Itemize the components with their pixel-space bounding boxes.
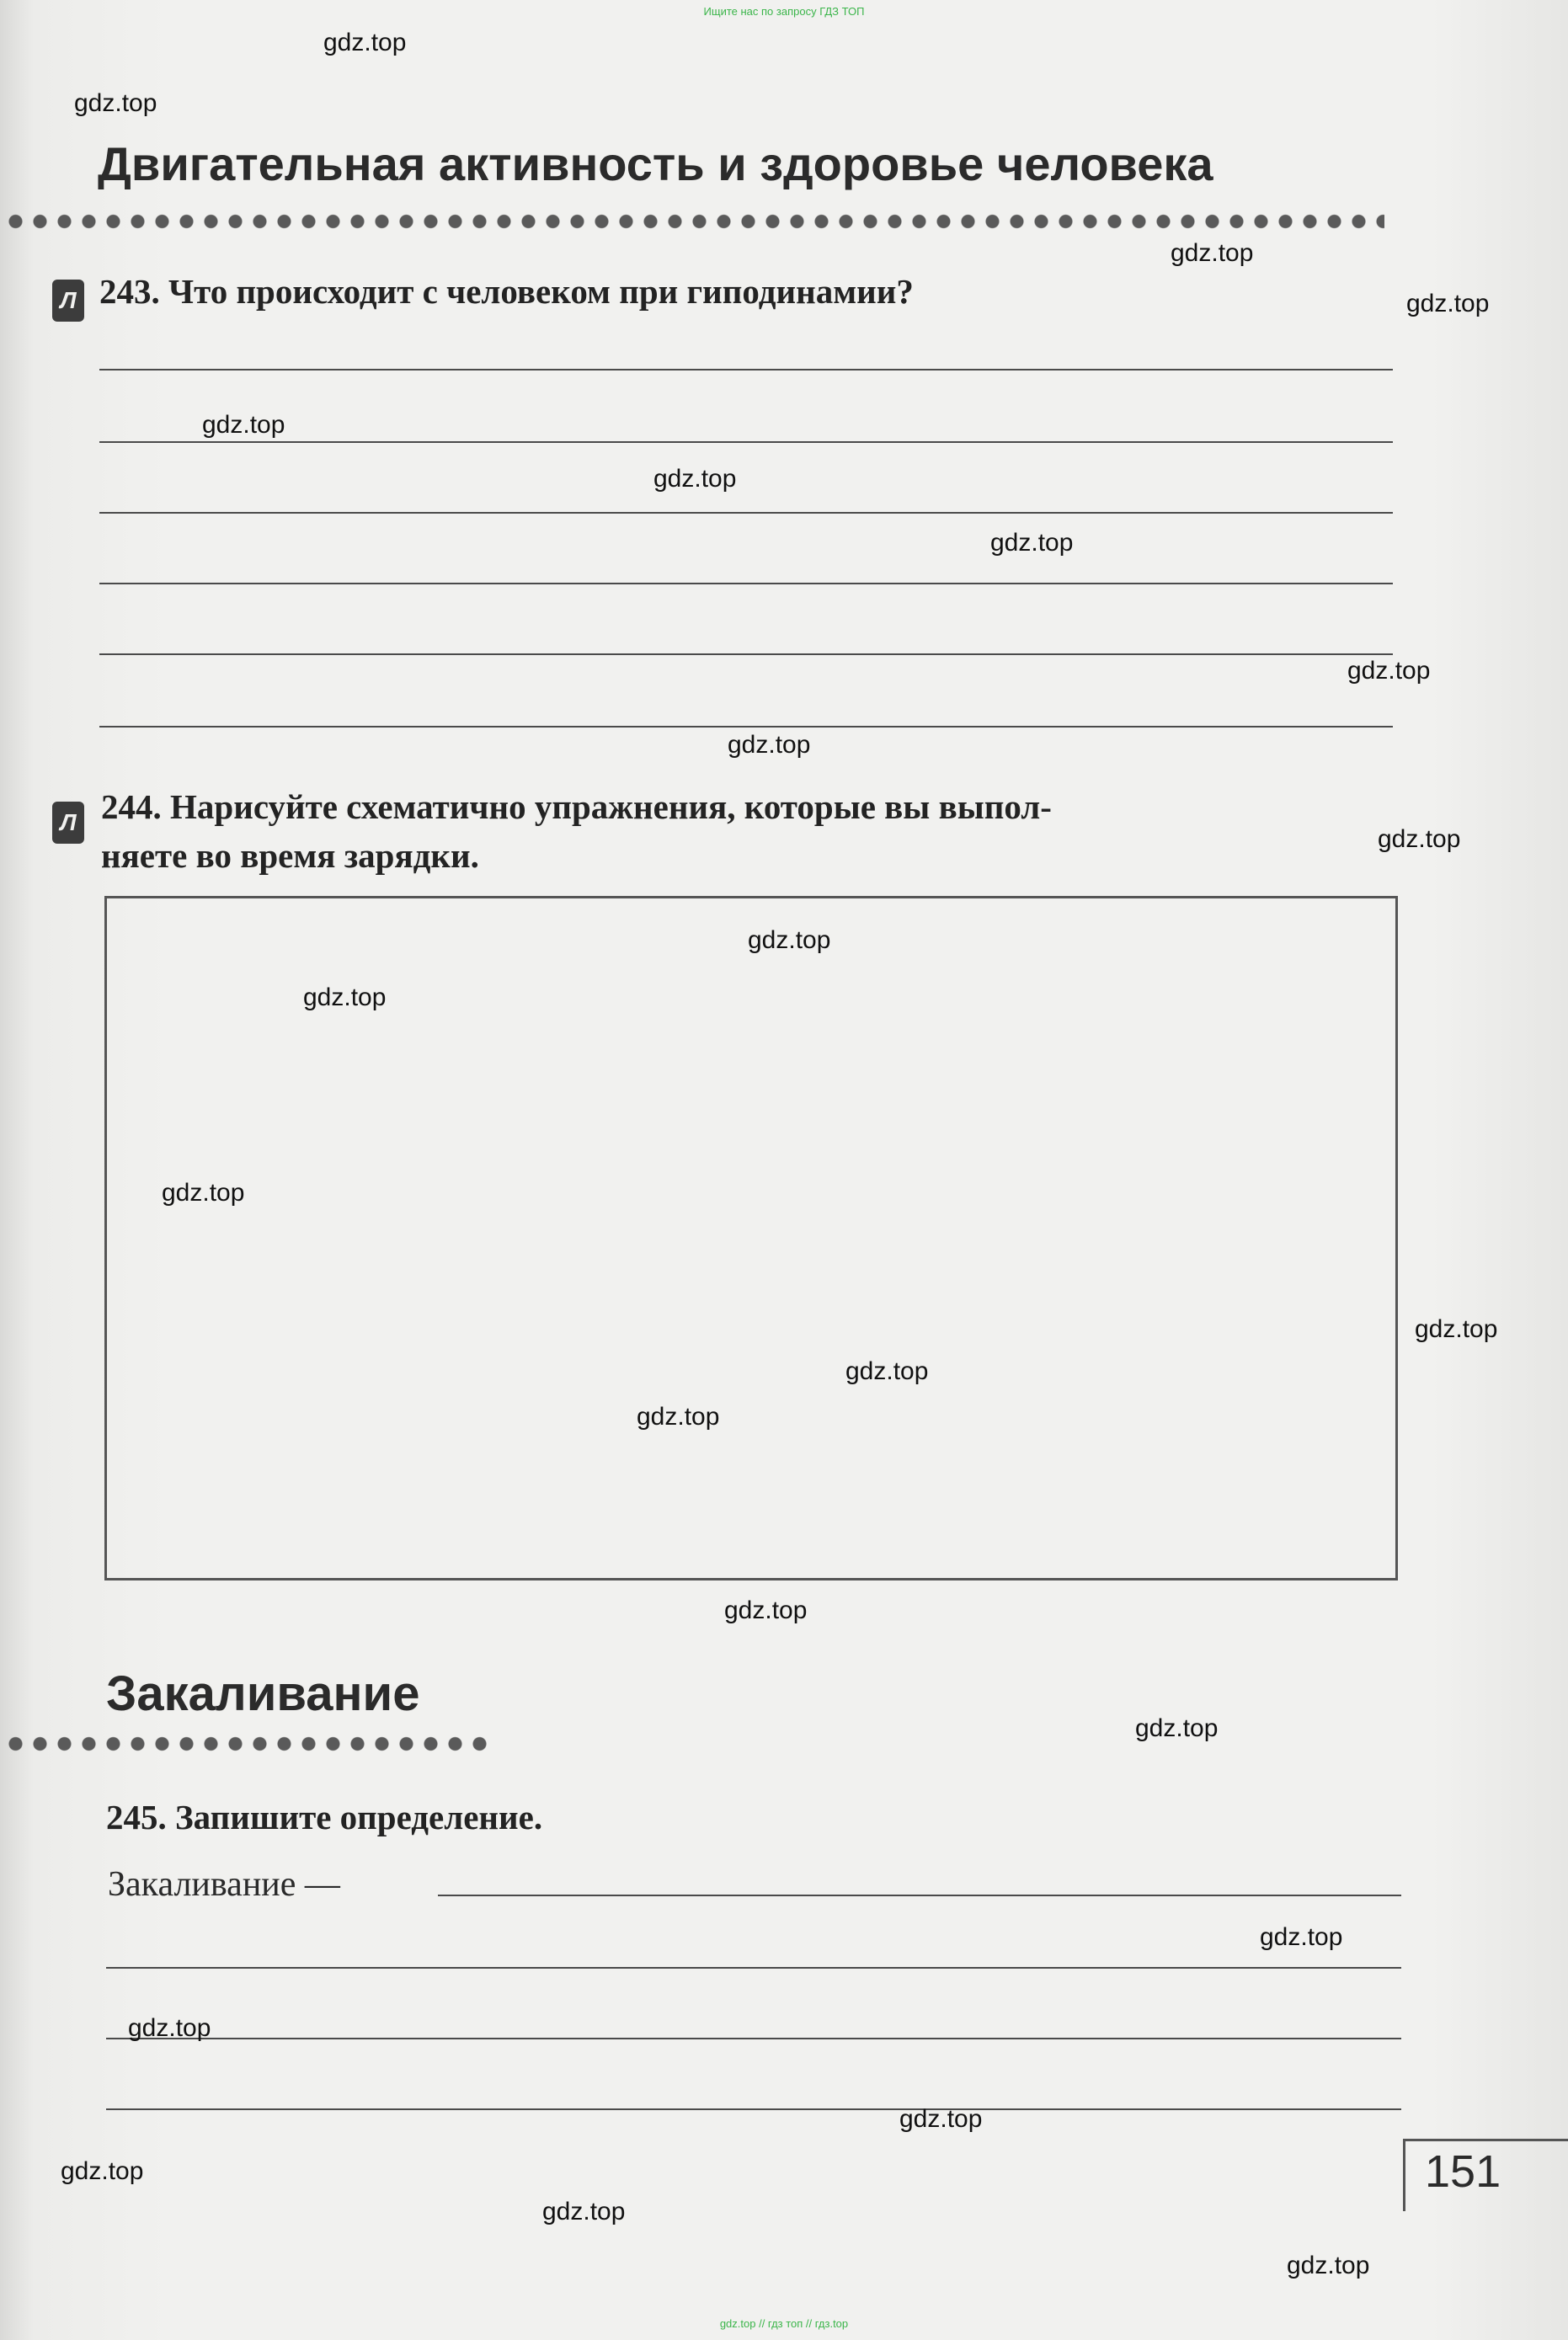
- watermark: gdz.top: [1406, 290, 1490, 317]
- answer-line[interactable]: [106, 2038, 1401, 2039]
- watermark: gdz.top: [202, 411, 285, 439]
- watermark: gdz.top: [128, 2014, 211, 2042]
- watermark: gdz.top: [542, 2198, 626, 2225]
- watermark: gdz.top: [1135, 1714, 1219, 1742]
- section-title-motor-activity: Двигательная активность и здоровье человека: [98, 137, 1213, 190]
- watermark: gdz.top: [61, 2157, 144, 2185]
- answer-line[interactable]: [99, 726, 1393, 728]
- task-244-text-line2: няете во время зарядки.: [101, 836, 479, 875]
- answer-line[interactable]: [106, 2108, 1401, 2110]
- watermark: gdz.top: [1378, 825, 1461, 853]
- answer-line[interactable]: [106, 1967, 1401, 1969]
- answer-line[interactable]: [99, 441, 1393, 443]
- task-marker-icon: Л: [52, 280, 84, 322]
- section-title-hardening: Закаливание: [106, 1666, 420, 1721]
- section-divider-dots: [3, 1735, 492, 1753]
- section-divider-dots: [3, 212, 1384, 231]
- watermark: gdz.top: [1260, 1923, 1343, 1951]
- watermark: gdz.top: [1171, 239, 1254, 267]
- watermark: gdz.top: [1415, 1315, 1498, 1343]
- task-244-text-line1: 244. Нарисуйте схематично упражнения, которые вы выпол-: [101, 787, 1052, 826]
- task-marker-icon: Л: [52, 802, 84, 844]
- page-number: 151: [1425, 2146, 1501, 2197]
- watermark: gdz.top: [899, 2105, 983, 2133]
- definition-label: Закаливание —: [108, 1865, 340, 1904]
- watermark: gdz.top: [74, 89, 157, 117]
- watermark: gdz.top: [845, 1357, 929, 1385]
- task-245-text: 245. Запишите определение.: [106, 1798, 543, 1836]
- watermark: gdz.top: [728, 731, 811, 759]
- answer-line[interactable]: [438, 1895, 1401, 1896]
- watermark: gdz.top: [748, 926, 831, 954]
- watermark: gdz.top: [653, 465, 737, 493]
- watermark: gdz.top: [162, 1179, 245, 1207]
- watermark: gdz.top: [637, 1403, 720, 1431]
- answer-line[interactable]: [99, 512, 1393, 514]
- task-243-text: 243. Что происходит с человеком при гиподинамии?: [99, 272, 914, 311]
- drawing-area[interactable]: [104, 896, 1398, 1580]
- answer-line[interactable]: [99, 369, 1393, 370]
- bottom-banner: gdz.top // гдз топ // гдз.top: [719, 2317, 849, 2330]
- answer-line[interactable]: [99, 653, 1393, 655]
- watermark: gdz.top: [1287, 2252, 1370, 2279]
- answer-line[interactable]: [99, 583, 1393, 584]
- watermark: gdz.top: [1347, 657, 1431, 685]
- watermark: gdz.top: [303, 983, 387, 1011]
- watermark: gdz.top: [323, 29, 407, 56]
- top-banner: Ищите нас по запросу ГДЗ ТОП: [703, 5, 865, 18]
- watermark: gdz.top: [724, 1596, 808, 1624]
- watermark: gdz.top: [990, 529, 1074, 557]
